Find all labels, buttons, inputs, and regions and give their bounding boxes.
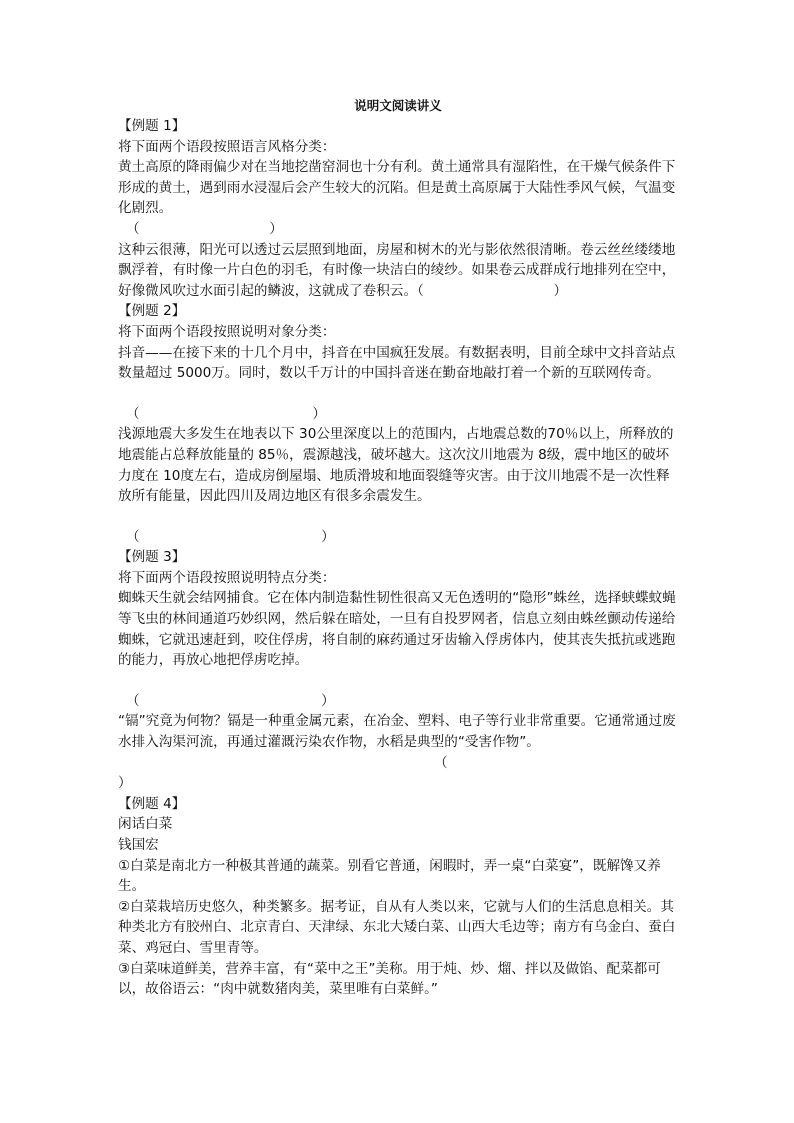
example-1-instruction: 将下面两个语段按照语言风格分类： [118,138,336,155]
example-2-instruction: 将下面两个语段按照说明对象分类： [118,323,336,340]
example-2-answer-blank-2[interactable]: （ ） [126,528,335,545]
article-paragraph-2: ②白菜栽培历史悠久，种类繁多。据考证，自从有人类以来，它就与人们的生活息息相关。其种类北方有胶州白、北京青白、天津绿、东北大矮白菜、山西大毛边等；南方有乌金白、蚕白菜、鸡冠白、雪里青等。 [118,898,676,956]
example-3-instruction: 将下面两个语段按照说明特点分类： [118,569,336,586]
article-author: 钱国宏 [118,837,159,853]
example-2-label: 【例题 2】 [118,303,186,320]
article-title: 闲话白菜 [118,816,173,833]
example-1-answer-blank-2[interactable]: （ ） [417,282,568,299]
example-3-paragraph-2: “镉”究竟为何物？镉是一种重金属元素，在冶金、塑料、电子等行业非常重要。它通常通过废水排入沟渠河流，再通过灌溉污染农作物，水稻是典型的“受害作物”。 [118,713,676,751]
example-3-label: 【例题 3】 [118,549,186,566]
document-page [118,96,678,1000]
example-1-paragraph-1: 黄土高原的降雨偏少对在当地挖凿窑洞也十分有利。黄土通常具有湿陷性，在干燥气候条件下形成的黄土，遇到雨水浸湿后会产生较大的沉陷。但是黄土高原属于大陆性季风气候，气温变化剧烈。 [118,159,676,217]
example-3-answer-blank-1[interactable]: （ ） [126,692,335,709]
document-title: 说明文阅读讲义 [354,98,442,113]
article-paragraph-1: ①白菜是南北方一种极其普通的蔬菜。别看它普通，闲暇时，弄一桌“白菜宴”，既解馋又养生。 [118,857,661,895]
article-paragraph-3: ③白菜味道鲜美，营养丰富，有“菜中之王”美称。用于炖、炒、熘、拌以及做馅、配菜都可以，故俗语云：“肉中就数猪肉美，菜里唯有白菜鲜。” [118,960,661,998]
example-1-answer-blank-1[interactable]: （ ） [126,220,283,237]
example-1-label: 【例题 1】 [118,118,186,134]
example-2-paragraph-1: 抖音——在接下来的十几个月中，抖音在中国疯狂发展。有数据表明，目前全球中文抖音站点数量超过 5000万。同时，数以千万计的中国抖音迷在勤奋地敲打着一个新的互联网传奇。 [118,344,676,382]
example-4-label: 【例题 4】 [118,795,186,812]
example-1-paragraph-2 [118,240,678,302]
example-1-paragraph-2-text: 这种云很薄，阳光可以透过云层照到地面，房屋和树木的光与影依然很清晰。卷云丝丝缕缕地飘浮着，有时像一片白色的羽毛，有时像一块洁白的绫纱。如果卷云成群成行地排列在空中，好像微风吹过水面引起的鳞波，这就成了卷积云。 [118,241,676,299]
example-3-paragraph-1: 蜘蛛天生就会结网捕食。它在体内制造黏性韧性很高又无色透明的“隐形”蛛丝，选择蛱蝶蚊蝇等飞虫的林间通道巧妙织网，然后躲在暗处，一旦有自投罗网者，信息立刻由蛛丝颤动传递给蜘蛛，它就迅速赶到，咬住俘虏，将自制的麻药通过牙齿输入俘虏体内，使其丧失抵抗或逃跑的能力，再放心地把俘虏吃掉。 [118,590,676,669]
example-2-answer-blank-1[interactable]: （ ） [126,405,327,422]
example-3-answer-blank-2-open[interactable]: （ [434,754,448,771]
example-3-answer-blank-2-close[interactable]: ） [118,775,132,792]
example-2-paragraph-2: 浅源地震大多发生在地表以下 30公里深度以上的范围内，占地震总数的70％以上，所释放的地震能占总释放能量的 85％，震源越浅，破坏越大。这次汶川地震为 8级，震中地区的破坏力度在 10度左右，造成房倒屋塌、地质滑坡和地面裂缝等灾害。由于汶川地震不是一次性释放所有能量，因此四川及周边地区有很多余震发生。 [118,426,674,505]
